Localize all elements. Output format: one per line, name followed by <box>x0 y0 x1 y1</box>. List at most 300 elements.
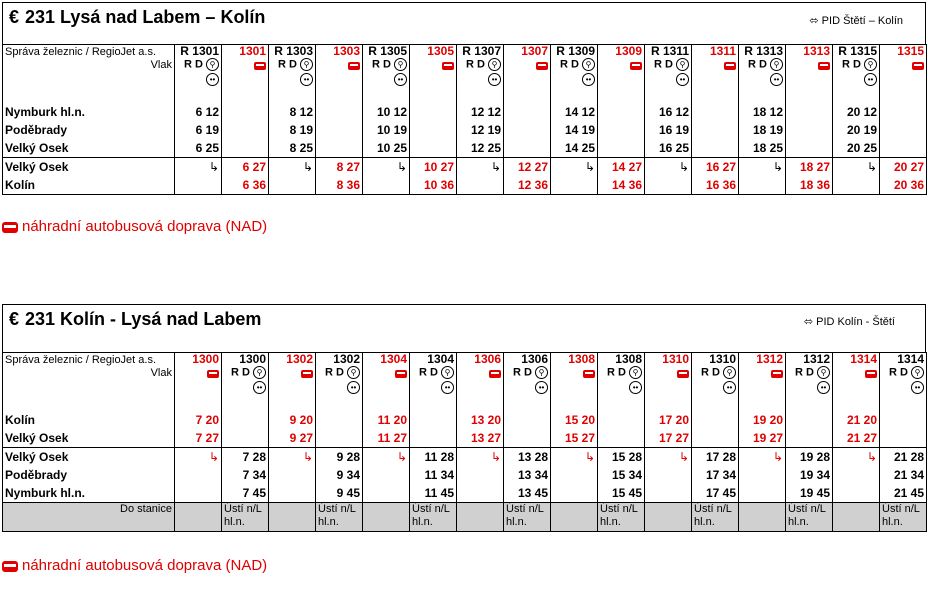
time-cell: 10 12 <box>363 103 410 121</box>
train-flags-label: R D <box>653 58 673 71</box>
transfer-arrow-icon: ↳ <box>772 450 783 464</box>
time-cell <box>363 176 410 195</box>
bicycle-icon: ⚲ <box>723 366 736 379</box>
time-cell <box>410 121 457 139</box>
train-number: 1313 <box>803 44 830 58</box>
bus-icon <box>2 561 18 572</box>
transfer-arrow-icon: ↳ <box>678 450 689 464</box>
time-cell <box>739 466 786 484</box>
vlak-label: Vlak <box>150 367 172 379</box>
train-column-6 <box>457 353 504 406</box>
train-flags-label: R D <box>277 58 297 71</box>
time-cell: 16 19 <box>645 121 692 139</box>
time-cell <box>269 448 316 467</box>
train-flags-label: R D <box>794 366 814 379</box>
bicycle-icon: ⚲ <box>817 366 830 379</box>
train-flags <box>365 58 407 71</box>
bicycle-icon: ⚲ <box>394 58 407 71</box>
time-cell <box>551 158 598 177</box>
transfer-arrow-icon: ↳ <box>678 160 689 174</box>
time-cell: 15 34 <box>598 466 645 484</box>
train-column-4 <box>363 45 410 98</box>
time-cell <box>504 429 551 448</box>
time-cell <box>269 466 316 484</box>
destination-cell <box>457 503 504 532</box>
time-cell <box>551 484 598 503</box>
train-column-11 <box>692 45 739 98</box>
train-column-8 <box>551 353 598 406</box>
time-cell: 21 20 <box>833 411 880 429</box>
time-cell: 11 45 <box>410 484 457 503</box>
bus-icon <box>677 370 689 378</box>
time-cell <box>269 158 316 177</box>
time-cell <box>457 448 504 467</box>
time-cell <box>786 411 833 429</box>
station-name: Velký Osek <box>3 158 175 177</box>
train-column-3 <box>316 45 363 98</box>
accessible-icon: •• <box>582 73 595 86</box>
train-column-13 <box>786 353 833 406</box>
time-cell <box>175 448 222 467</box>
destination-cell <box>645 503 692 532</box>
bicycle-icon: ⚲ <box>488 58 501 71</box>
train-column-2 <box>269 45 316 98</box>
train-number: 1312 <box>756 352 783 366</box>
bus-icon <box>630 62 642 70</box>
bus-icon <box>536 62 548 70</box>
time-cell <box>222 103 269 121</box>
time-cell: 9 20 <box>269 411 316 429</box>
time-cell <box>645 176 692 195</box>
train-number: R 1311 <box>650 44 689 58</box>
wheelchair-row <box>224 379 266 393</box>
transfer-arrow-icon: ↳ <box>302 160 313 174</box>
time-cell: 14 25 <box>551 139 598 158</box>
train-flags <box>788 366 830 379</box>
train-column-5 <box>410 353 457 406</box>
time-cell: 16 12 <box>645 103 692 121</box>
station-name: Kolín <box>3 411 175 429</box>
time-cell: 17 20 <box>645 411 692 429</box>
time-cell <box>410 429 457 448</box>
transfer-arrow-icon: ↳ <box>866 160 877 174</box>
time-cell <box>316 121 363 139</box>
time-cell <box>410 411 457 429</box>
train-column-12 <box>739 353 786 406</box>
time-cell: 19 34 <box>786 466 833 484</box>
time-cell <box>692 429 739 448</box>
time-cell: 13 27 <box>457 429 504 448</box>
bicycle-icon: ⚲ <box>629 366 642 379</box>
time-cell <box>786 103 833 121</box>
wheelchair-row <box>835 71 877 85</box>
wheelchair-row <box>459 71 501 85</box>
time-cell <box>175 158 222 177</box>
time-cell: 15 27 <box>551 429 598 448</box>
bus-icon <box>2 222 18 233</box>
station-name: Poděbrady <box>3 466 175 484</box>
time-cell: 13 20 <box>457 411 504 429</box>
wheelchair-row <box>412 379 454 393</box>
bus-icon <box>395 370 407 378</box>
time-cell: 6 12 <box>175 103 222 121</box>
time-cell <box>222 411 269 429</box>
accessible-icon: •• <box>817 381 830 394</box>
train-column-6 <box>457 45 504 98</box>
bicycle-icon: ⚲ <box>770 58 783 71</box>
time-cell <box>786 121 833 139</box>
time-cell: 18 12 <box>739 103 786 121</box>
time-cell: 6 36 <box>222 176 269 195</box>
bus-icon <box>348 62 360 70</box>
bus-icon <box>865 370 877 378</box>
rail-icon: € <box>9 309 20 329</box>
transfer-arrow-icon: ↳ <box>208 160 219 174</box>
time-cell: 10 19 <box>363 121 410 139</box>
bus-icon <box>818 62 830 70</box>
time-cell <box>598 139 645 158</box>
train-flags-label: R D <box>371 58 391 71</box>
bus-icon <box>442 62 454 70</box>
time-cell: 9 28 <box>316 448 363 467</box>
destination-cell <box>269 503 316 532</box>
bicycle-icon: ⚲ <box>676 58 689 71</box>
time-cell: 14 12 <box>551 103 598 121</box>
bus-icon <box>207 370 219 378</box>
time-cell <box>739 158 786 177</box>
train-flags-label: R D <box>324 366 344 379</box>
timetable-1-table <box>2 44 927 195</box>
time-cell <box>457 158 504 177</box>
bus-icon <box>771 370 783 378</box>
time-cell: 12 12 <box>457 103 504 121</box>
time-cell: 10 36 <box>410 176 457 195</box>
time-cell: 12 36 <box>504 176 551 195</box>
train-flags <box>412 366 454 379</box>
bicycle-icon: ⚲ <box>582 58 595 71</box>
destination-cell: Ústí n/L hl.n. <box>786 503 833 532</box>
time-cell: 21 34 <box>880 466 927 484</box>
train-column-10 <box>645 353 692 406</box>
bicycle-icon: ⚲ <box>253 366 266 379</box>
destination-cell: Ústí n/L hl.n. <box>222 503 269 532</box>
train-number: 1314 <box>897 352 924 366</box>
train-flags <box>835 58 877 71</box>
operator-name: Správa železnic / RegioJet a.s. <box>5 46 157 58</box>
time-cell: 20 19 <box>833 121 880 139</box>
bicycle-icon: ⚲ <box>911 366 924 379</box>
train-flags <box>224 366 266 379</box>
wheelchair-row <box>741 71 783 85</box>
timetable-2-table <box>2 352 927 532</box>
time-cell <box>739 176 786 195</box>
train-column-2 <box>269 353 316 406</box>
time-cell <box>880 411 927 429</box>
train-flags <box>459 58 501 71</box>
train-flags <box>882 366 924 379</box>
timetable-1-header <box>2 2 926 44</box>
time-cell <box>504 139 551 158</box>
time-cell <box>504 103 551 121</box>
train-number: 1311 <box>709 44 736 58</box>
train-flags-label: R D <box>465 58 485 71</box>
time-cell: 13 34 <box>504 466 551 484</box>
time-cell <box>786 429 833 448</box>
train-flags-label: R D <box>512 366 532 379</box>
transfer-arrow-icon: ↳ <box>490 450 501 464</box>
destination-cell: Ústí n/L hl.n. <box>504 503 551 532</box>
time-cell <box>551 466 598 484</box>
time-cell: 19 28 <box>786 448 833 467</box>
train-column-10 <box>645 45 692 98</box>
bus-icon <box>583 370 595 378</box>
time-cell: 7 20 <box>175 411 222 429</box>
train-number: 1314 <box>850 352 877 366</box>
wheelchair-row <box>600 379 642 393</box>
train-flags <box>506 366 548 379</box>
train-number: 1308 <box>615 352 642 366</box>
time-cell: 15 20 <box>551 411 598 429</box>
time-cell <box>833 176 880 195</box>
accessible-icon: •• <box>770 73 783 86</box>
time-cell <box>410 139 457 158</box>
time-cell <box>504 411 551 429</box>
train-flags-label: R D <box>700 366 720 379</box>
transfer-arrow-icon: ↳ <box>490 160 501 174</box>
time-cell: 17 34 <box>692 466 739 484</box>
time-cell <box>598 121 645 139</box>
time-cell: 14 36 <box>598 176 645 195</box>
time-cell <box>692 411 739 429</box>
station-name: Kolín <box>3 176 175 195</box>
time-cell: 14 19 <box>551 121 598 139</box>
train-column-9 <box>598 45 645 98</box>
destination-cell: Ústí n/L hl.n. <box>692 503 739 532</box>
train-flags <box>600 366 642 379</box>
train-column-14 <box>833 353 880 406</box>
time-cell <box>457 176 504 195</box>
time-cell <box>504 121 551 139</box>
wheelchair-row <box>365 71 407 85</box>
train-number: R 1313 <box>744 44 783 58</box>
train-number: 1305 <box>427 44 454 58</box>
accessible-icon: •• <box>723 381 736 394</box>
time-cell: 18 36 <box>786 176 833 195</box>
time-cell: 7 27 <box>175 429 222 448</box>
train-flags <box>647 58 689 71</box>
wheelchair-row <box>882 379 924 393</box>
time-cell <box>833 484 880 503</box>
time-cell: 11 20 <box>363 411 410 429</box>
time-cell: 10 25 <box>363 139 410 158</box>
pid-line: ⬄ PID Štětí – Kolín <box>809 15 903 27</box>
time-cell <box>880 121 927 139</box>
station-name: Velký Osek <box>3 429 175 448</box>
train-number: 1308 <box>568 352 595 366</box>
time-cell <box>269 484 316 503</box>
train-column-11 <box>692 353 739 406</box>
time-cell <box>222 139 269 158</box>
time-cell: 20 25 <box>833 139 880 158</box>
time-cell: 12 27 <box>504 158 551 177</box>
time-cell: 7 34 <box>222 466 269 484</box>
time-cell <box>316 103 363 121</box>
time-cell <box>645 484 692 503</box>
time-cell: 8 36 <box>316 176 363 195</box>
station-name: Nymburk hl.n. <box>3 484 175 503</box>
accessible-icon: •• <box>300 73 313 86</box>
time-cell <box>739 484 786 503</box>
train-number: 1306 <box>474 352 501 366</box>
train-number: 1300 <box>192 352 219 366</box>
train-column-0 <box>175 45 222 98</box>
train-number: 1307 <box>521 44 548 58</box>
train-flags <box>271 58 313 71</box>
transfer-arrow-icon: ↳ <box>772 160 783 174</box>
time-cell <box>598 103 645 121</box>
train-flags-label: R D <box>888 366 908 379</box>
time-cell: 9 45 <box>316 484 363 503</box>
time-cell: 6 27 <box>222 158 269 177</box>
destination-cell: Ústí n/L hl.n. <box>410 503 457 532</box>
destination-cell: Ústí n/L hl.n. <box>880 503 927 532</box>
time-cell: 7 28 <box>222 448 269 467</box>
time-cell <box>833 158 880 177</box>
time-cell <box>551 176 598 195</box>
time-cell <box>692 121 739 139</box>
time-cell: 11 28 <box>410 448 457 467</box>
train-number: 1309 <box>615 44 642 58</box>
train-flags <box>741 58 783 71</box>
time-cell <box>457 466 504 484</box>
train-flags <box>553 58 595 71</box>
wheelchair-row <box>647 71 689 85</box>
bus-icon <box>912 62 924 70</box>
time-cell <box>316 411 363 429</box>
transfer-arrow-icon: ↳ <box>396 450 407 464</box>
wheelchair-row <box>318 379 360 393</box>
pid-arrow-icon: ⬄ <box>803 316 814 328</box>
time-cell: 19 20 <box>739 411 786 429</box>
train-number: 1304 <box>380 352 407 366</box>
accessible-icon: •• <box>206 73 219 86</box>
destination-cell <box>833 503 880 532</box>
time-cell <box>645 158 692 177</box>
time-cell: 21 27 <box>833 429 880 448</box>
destination-cell <box>551 503 598 532</box>
time-cell: 11 27 <box>363 429 410 448</box>
time-cell <box>739 448 786 467</box>
time-cell <box>692 103 739 121</box>
operator-cell <box>3 353 175 406</box>
station-name: Poděbrady <box>3 121 175 139</box>
train-number: R 1315 <box>838 44 877 58</box>
operator-cell <box>3 45 175 98</box>
train-column-15 <box>880 353 927 406</box>
time-cell: 9 27 <box>269 429 316 448</box>
train-number: R 1307 <box>462 44 501 58</box>
time-cell <box>645 466 692 484</box>
bicycle-icon: ⚲ <box>441 366 454 379</box>
train-number: 1306 <box>521 352 548 366</box>
time-cell <box>786 139 833 158</box>
train-column-7 <box>504 45 551 98</box>
accessible-icon: •• <box>535 381 548 394</box>
time-cell: 16 27 <box>692 158 739 177</box>
train-flags <box>318 366 360 379</box>
bus-icon <box>254 62 266 70</box>
train-flags-label: R D <box>183 58 203 71</box>
accessible-icon: •• <box>676 73 689 86</box>
time-cell <box>457 484 504 503</box>
train-number: 1300 <box>239 352 266 366</box>
time-cell <box>645 448 692 467</box>
timetable-1-title: € 231 Lysá nad Labem – Kolín <box>9 7 266 27</box>
time-cell <box>316 139 363 158</box>
time-cell: 17 45 <box>692 484 739 503</box>
timetable-1 <box>2 2 926 195</box>
time-cell: 6 25 <box>175 139 222 158</box>
accessible-icon: •• <box>347 381 360 394</box>
time-cell: 19 45 <box>786 484 833 503</box>
time-cell: 16 25 <box>645 139 692 158</box>
train-flags-label: R D <box>606 366 626 379</box>
bicycle-icon: ⚲ <box>300 58 313 71</box>
accessible-icon: •• <box>864 73 877 86</box>
train-column-15 <box>880 45 927 98</box>
time-cell <box>833 448 880 467</box>
train-column-7 <box>504 353 551 406</box>
time-cell <box>269 176 316 195</box>
bicycle-icon: ⚲ <box>864 58 877 71</box>
accessible-icon: •• <box>394 73 407 86</box>
train-column-5 <box>410 45 457 98</box>
time-cell: 17 27 <box>645 429 692 448</box>
accessible-icon: •• <box>253 381 266 394</box>
train-flags-label: R D <box>559 58 579 71</box>
train-flags <box>177 58 219 71</box>
train-column-1 <box>222 45 269 98</box>
train-number: 1302 <box>333 352 360 366</box>
pid-line: ⬄ PID Kolín - Štětí <box>803 316 895 328</box>
wheelchair-row <box>553 71 595 85</box>
time-cell: 18 25 <box>739 139 786 158</box>
time-cell <box>833 466 880 484</box>
wheelchair-row <box>694 379 736 393</box>
train-number: 1304 <box>427 352 454 366</box>
time-cell: 11 34 <box>410 466 457 484</box>
nad-note-2: náhradní autobusová doprava (NAD) <box>2 557 267 574</box>
train-number: 1301 <box>239 44 266 58</box>
bicycle-icon: ⚲ <box>535 366 548 379</box>
train-column-14 <box>833 45 880 98</box>
accessible-icon: •• <box>488 73 501 86</box>
train-flags-label: R D <box>747 58 767 71</box>
time-cell <box>363 448 410 467</box>
time-cell: 15 28 <box>598 448 645 467</box>
train-flags-label: R D <box>230 366 250 379</box>
time-cell: 8 12 <box>269 103 316 121</box>
train-column-8 <box>551 45 598 98</box>
time-cell <box>410 103 457 121</box>
destination-cell <box>363 503 410 532</box>
train-column-1 <box>222 353 269 406</box>
time-cell: 6 19 <box>175 121 222 139</box>
train-number: 1303 <box>333 44 360 58</box>
bicycle-icon: ⚲ <box>347 366 360 379</box>
train-column-0 <box>175 353 222 406</box>
train-number: R 1309 <box>556 44 595 58</box>
